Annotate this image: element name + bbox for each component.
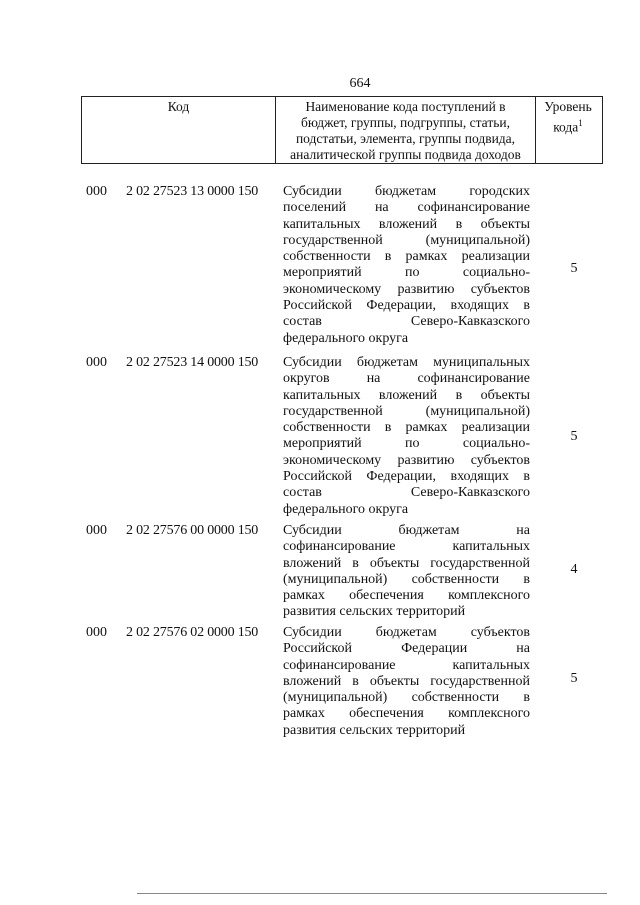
admin-code: 000 bbox=[86, 625, 107, 640]
header-level-word: кода bbox=[553, 119, 579, 135]
table-header bbox=[81, 96, 603, 164]
code-level: 5 bbox=[570, 261, 578, 276]
name-line: рамках обеспечения комплексного bbox=[283, 706, 530, 722]
name-line: собственности в рамках реализации bbox=[283, 420, 530, 436]
name-line: развития сельских территорий bbox=[283, 722, 466, 738]
name-line: капитальных вложений в объекты bbox=[283, 387, 530, 403]
name-line: Российской Федерации, входящих в bbox=[283, 469, 530, 485]
name-line: Субсидии бюджетам городских bbox=[283, 184, 530, 199]
footnote-marker: 1 bbox=[578, 118, 583, 128]
header-level-line2 bbox=[536, 115, 600, 136]
bottom-divider bbox=[137, 893, 607, 894]
name-line: Российской Федерации, входящих в bbox=[283, 298, 530, 314]
code-level: 5 bbox=[570, 429, 578, 444]
header-name-line: аналитической группы подвида доходов bbox=[290, 147, 521, 162]
name-line: мероприятий по социально- bbox=[283, 436, 530, 452]
name-line: вложений в объекты государственной bbox=[283, 673, 530, 689]
revenue-name bbox=[283, 625, 530, 739]
name-line: состав Северо-Кавказского bbox=[283, 485, 530, 501]
revenue-code: 2 02 27576 02 0000 150 bbox=[126, 625, 259, 640]
revenue-code: 2 02 27576 00 0000 150 bbox=[126, 523, 259, 538]
name-line: федерального округа bbox=[283, 501, 409, 517]
name-line: округов на софинансирование bbox=[283, 371, 530, 387]
code-level: 5 bbox=[570, 671, 578, 686]
name-line: софинансирование капитальных bbox=[283, 657, 530, 673]
header-name-line: Наименование кода поступлений в bbox=[305, 99, 506, 114]
code-level: 4 bbox=[570, 562, 578, 577]
revenue-code: 2 02 27523 14 0000 150 bbox=[126, 355, 259, 370]
name-line: (муниципальной) собственности в bbox=[283, 690, 530, 706]
name-line: собственности в рамках реализации bbox=[283, 249, 530, 265]
header-code: Код bbox=[82, 97, 276, 163]
page-number: 664 bbox=[349, 76, 371, 91]
name-line: рамках обеспечения комплексного bbox=[283, 588, 530, 604]
name-line: Субсидии бюджетам муниципальных bbox=[283, 355, 530, 370]
admin-code: 000 bbox=[86, 184, 107, 199]
name-line: (муниципальной) собственности в bbox=[283, 571, 530, 587]
name-line: федерального округа bbox=[283, 330, 409, 346]
revenue-name bbox=[283, 355, 530, 518]
header-name bbox=[276, 97, 536, 163]
name-line: вложений в объекты государственной bbox=[283, 555, 530, 571]
name-line: экономическому развитию субъектов bbox=[283, 281, 530, 297]
header-level-line1: Уровень bbox=[544, 99, 592, 114]
header-level bbox=[536, 97, 602, 163]
name-line: капитальных вложений в объекты bbox=[283, 216, 530, 232]
name-line: софинансирование капитальных bbox=[283, 539, 530, 555]
name-line: Субсидии бюджетам субъектов bbox=[283, 625, 530, 640]
name-line: экономическому развитию субъектов bbox=[283, 452, 530, 468]
name-line: развития сельских территорий bbox=[283, 604, 466, 620]
name-line: государственной (муниципальной) bbox=[283, 403, 530, 419]
header-name-line: бюджет, группы, подгруппы, статьи, bbox=[301, 115, 510, 130]
revenue-name bbox=[283, 184, 530, 347]
name-line: поселений на софинансирование bbox=[283, 200, 530, 216]
name-line: Субсидии бюджетам на bbox=[283, 523, 530, 538]
name-line: Российской Федерации на bbox=[283, 641, 530, 657]
name-line: мероприятий по социально- bbox=[283, 265, 530, 281]
header-name-line: подстатьи, элемента, группы подвида, bbox=[295, 131, 516, 146]
revenue-code: 2 02 27523 13 0000 150 bbox=[126, 184, 259, 199]
name-line: государственной (муниципальной) bbox=[283, 232, 530, 248]
admin-code: 000 bbox=[86, 523, 107, 538]
revenue-name bbox=[283, 523, 530, 621]
admin-code: 000 bbox=[86, 355, 107, 370]
name-line: состав Северо-Кавказского bbox=[283, 314, 530, 330]
